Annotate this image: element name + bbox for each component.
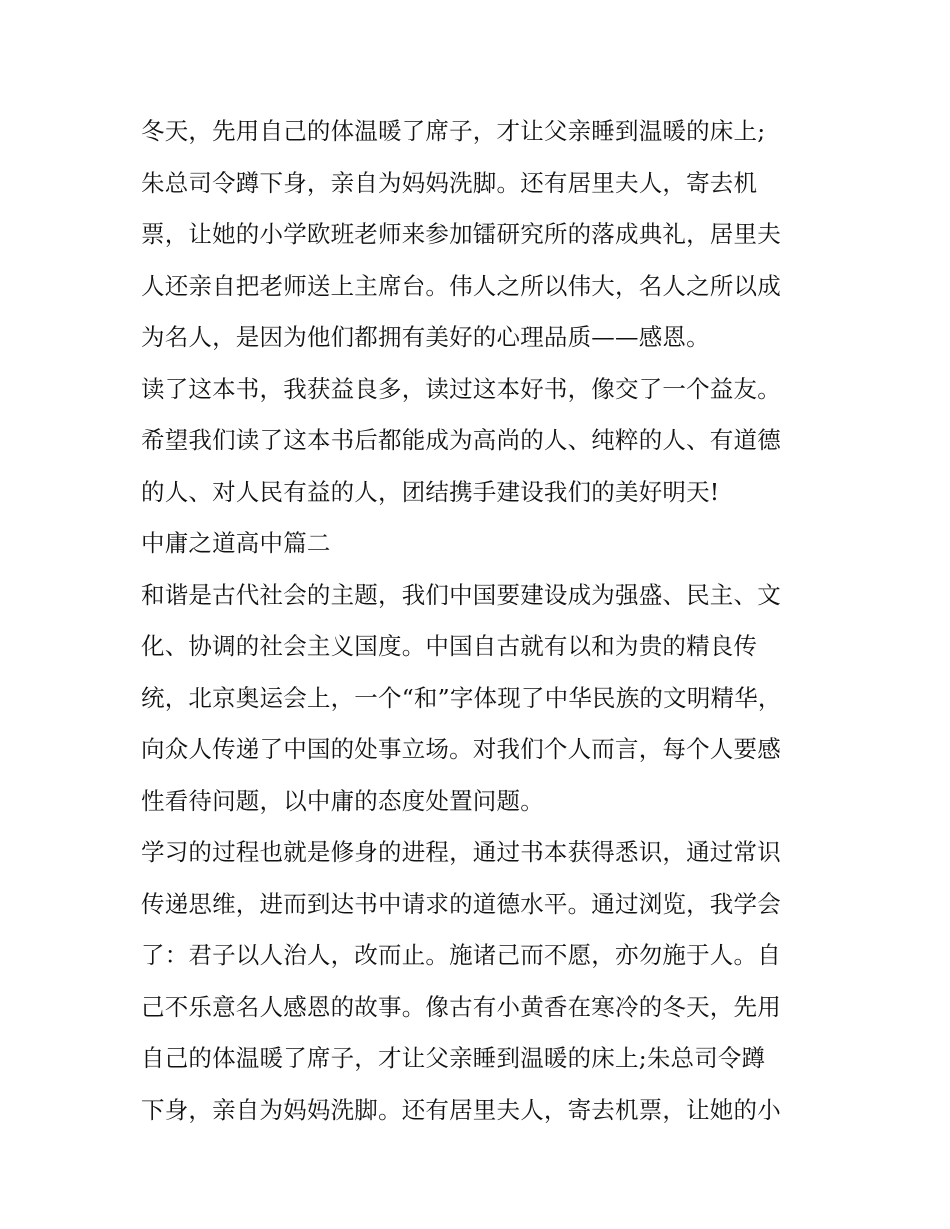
text-line: 传递思维，进而到达书中请求的道德水平。通过浏览，我学会 [141,889,781,918]
text-line: 学习的过程也就是修身的进程，通过书本获得悉识，通过常识 [141,838,781,866]
text-line: 希望我们读了这本书后都能成为高尚的人、纯粹的人、有道德 [141,426,781,454]
text-line: 读了这本书，我获益良多，读过这本好书，像交了一个益友。 [141,374,781,403]
text-line: 为名人，是因为他们都拥有美好的心理品质——感恩。 [141,323,710,351]
section-heading: 中庸之道高中篇二 [141,529,331,557]
text-line: 和谐是古代社会的主题，我们中国要建设成为强盛、民主、文 [141,580,781,609]
text-line: 票，让她的小学欧班老师来参加镭研究所的落成典礼，居里夫 [141,220,781,248]
text-line: 性看待问题，以中庸的态度处置问题。 [141,786,544,815]
text-line: 下身，亲自为妈妈洗脚。还有居里夫人，寄去机票，让她的小 [141,1095,781,1124]
text-line: 了：君子以人治人，改而止。施诸己而不愿，亦勿施于人。自 [141,941,781,969]
text-line: 人还亲自把老师送上主席台。伟人之所以伟大，名人之所以成 [141,271,781,300]
text-line: 朱总司令蹲下身，亲自为妈妈洗脚。还有居里夫人，寄去机 [141,168,758,197]
text-line: 的人、对人民有益的人，团结携手建设我们的美好明天! [141,477,720,506]
text-line: 向众人传递了中国的处事立场。对我们个人而言，每个人要感 [141,735,781,763]
text-line: 自己的体温暖了席子，才让父亲睡到温暖的床上;朱总司令蹲 [141,1044,766,1072]
document-body [141,106,821,1136]
text-line: 己不乐意名人感恩的故事。像古有小黄香在寒冷的冬天，先用 [141,992,781,1021]
text-line: 统，北京奥运会上，一个“和”字体现了中华民族的文明精华， [141,683,782,712]
text-line: 冬天，先用自己的体温暖了席子，才让父亲睡到温暖的床上; [141,117,766,145]
text-line: 化、协调的社会主义国度。中国自古就有以和为贵的精良传 [141,632,758,660]
